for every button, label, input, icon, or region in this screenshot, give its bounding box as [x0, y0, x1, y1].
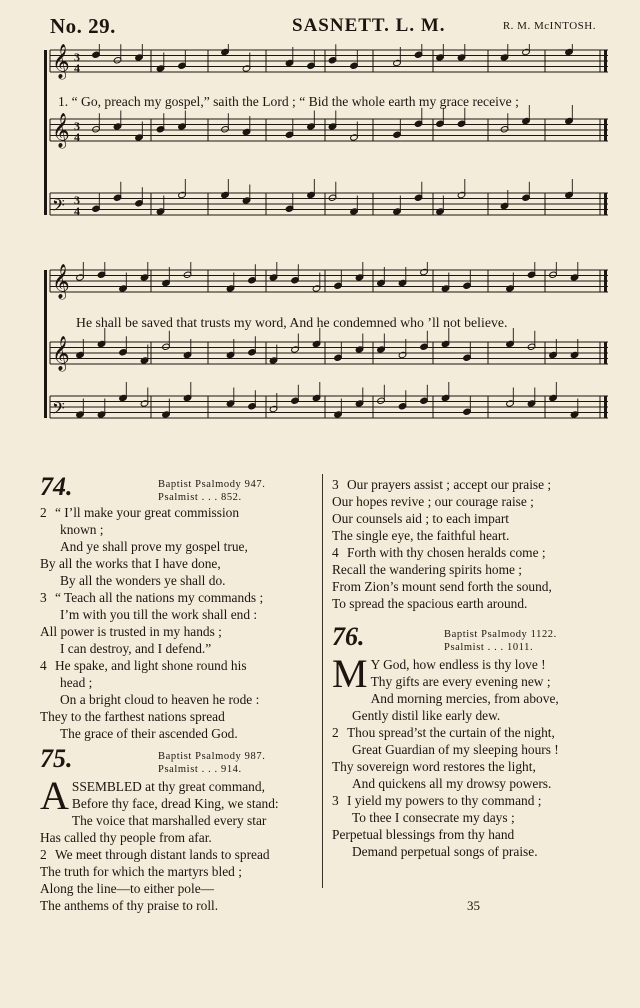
verse-line	[40, 880, 320, 897]
verse-line	[40, 795, 320, 812]
verse-text: Demand perpetual songs of praise.	[352, 844, 538, 859]
verse-number: 3	[332, 793, 339, 808]
source-book: Baptist Psalmody	[158, 751, 242, 762]
hymn-76-verses	[332, 651, 614, 860]
left-column	[40, 472, 320, 914]
verse-text: Along the line—to either pole—	[40, 881, 215, 896]
lyric-line-1: 1. “ Go, preach my gospel,” saith the Lord ; “ Bid the whole earth my grace receive ;	[58, 94, 519, 109]
verse-line	[40, 725, 320, 742]
final-bar-line	[604, 193, 607, 215]
verse-text: Thou spread’st the curtain of the night,	[347, 725, 555, 740]
hymn-source	[158, 750, 265, 776]
verse-text: The truth for which the martyrs bled ;	[40, 864, 242, 879]
verse-text: The grace of their ascended God.	[60, 726, 238, 741]
verse-line	[40, 606, 320, 623]
source-book: Psalmist . . .	[158, 764, 218, 775]
verse-line: SSEMBLED at thy great command,	[71, 779, 265, 794]
lyric-line-2: He shall be saved that trusts my word, And he condemned who ’ll not believe.	[76, 315, 508, 330]
verse-text: Forth with thy chosen heralds come ;	[347, 545, 546, 560]
verse-text: He spake, and light shone round his	[55, 658, 247, 673]
system-bracket	[44, 270, 47, 418]
source-page: 852.	[220, 492, 242, 503]
verse-line	[40, 589, 320, 606]
hymn-number: 75.	[40, 744, 73, 773]
verse-line	[332, 792, 614, 809]
verse-line	[332, 476, 614, 493]
verse-text: And quickens all my drowsy powers.	[352, 776, 552, 791]
verse-line	[40, 674, 320, 691]
verse-text: head ;	[60, 675, 93, 690]
source-book: Psalmist . . .	[444, 642, 504, 653]
tune-title: SASNETT. L. M.	[292, 15, 446, 36]
verse-number: 2	[40, 847, 47, 862]
verse-text: The single eye, the faithful heart.	[332, 528, 510, 543]
treble-clef-icon: 𝄞	[52, 44, 70, 79]
verse-line	[332, 510, 614, 527]
time-signature: 3	[74, 119, 80, 133]
verse-line	[332, 595, 614, 612]
verse-line	[40, 863, 320, 880]
verse-text: To thee I consecrate my days ;	[352, 810, 515, 825]
verse-line	[332, 809, 614, 826]
hymn-75-continued	[332, 476, 614, 612]
verse-line	[40, 521, 320, 538]
verse-text: By all the works that I have done,	[40, 556, 221, 571]
drop-cap: A	[40, 773, 69, 818]
verse-line	[332, 527, 614, 544]
source-page: 1122.	[530, 629, 557, 640]
time-signature: 3	[74, 193, 80, 207]
verse-text: Perpetual blessings from thy hand	[332, 827, 515, 842]
music-system-2	[40, 262, 612, 457]
verse-line	[40, 846, 320, 863]
verse-text: Gently distil like early dew.	[352, 708, 501, 723]
verse-number: 3	[40, 590, 47, 605]
verse-text: I yield my powers to thy command ;	[347, 793, 542, 808]
final-bar-line	[604, 119, 607, 141]
verse-number: 4	[332, 545, 339, 560]
verse-line	[332, 707, 614, 724]
verse-text: Our counsels aid ; to each impart	[332, 511, 510, 526]
source-page: 914.	[220, 764, 242, 775]
system-bracket	[44, 50, 47, 215]
verse-text: I can destroy, and I defend.”	[60, 641, 212, 656]
page-number: 35	[467, 898, 480, 913]
verse-line	[332, 561, 614, 578]
final-bar-line	[604, 50, 607, 72]
verse-line	[40, 572, 320, 589]
hymn-74-verses	[40, 504, 320, 742]
music-staves-2	[40, 262, 612, 457]
verse-line	[332, 578, 614, 595]
verse-line	[40, 555, 320, 572]
source-page: 987.	[244, 751, 266, 762]
verse-line	[332, 544, 614, 561]
verse-line	[332, 724, 614, 741]
verse-text: Has called thy people from afar.	[40, 830, 212, 845]
source-page: 1011.	[506, 642, 534, 653]
verse-line	[332, 741, 614, 758]
verse-number: 4	[40, 658, 47, 673]
page-header	[40, 14, 600, 38]
verse-text: To spread the spacious earth around.	[332, 596, 528, 611]
verse-line	[40, 829, 320, 846]
verse-line	[332, 673, 614, 690]
column-divider	[322, 474, 323, 888]
verse-number: 2	[40, 505, 47, 520]
time-signature: 4	[74, 204, 80, 218]
time-signature: 4	[74, 61, 80, 75]
hymn-source	[158, 478, 265, 504]
music-staves-1	[40, 44, 612, 239]
final-bar-line	[604, 270, 607, 292]
verse-line	[332, 775, 614, 792]
hymn-number: 74.	[40, 472, 73, 501]
verse-line	[40, 897, 320, 914]
verse-text: “ I’ll make your great commission	[55, 505, 240, 520]
composer-name: R. M. McINTOSH.	[502, 20, 596, 32]
verse-line	[332, 826, 614, 843]
hymn-76-header	[332, 622, 614, 656]
bass-clef-icon: 𝄢	[52, 195, 65, 219]
verse-line	[40, 623, 320, 640]
verse-line	[332, 493, 614, 510]
verse-text: We meet through distant lands to spread	[55, 847, 270, 862]
verse-text: By all the wonders ye shall do.	[60, 573, 226, 588]
verse-text: I’m with you till the work shall end :	[60, 607, 258, 622]
hymn-75-header	[40, 744, 320, 778]
verse-text: Great Guardian of my sleeping hours !	[352, 742, 559, 757]
verse-line	[40, 812, 320, 829]
right-column	[332, 476, 614, 860]
source-page: 947.	[244, 479, 266, 490]
music-system-1	[40, 44, 612, 239]
source-book: Psalmist . . .	[158, 492, 218, 503]
source-book: Baptist Psalmody	[444, 629, 528, 640]
verse-line	[332, 690, 614, 707]
verse-text: “ Teach all the nations my commands ;	[55, 590, 264, 605]
verse-text: Recall the wandering spirits home ;	[332, 562, 523, 577]
bass-clef-icon: 𝄢	[52, 398, 65, 422]
verse-text: They to the farthest nations spread	[40, 709, 225, 724]
verse-text: On a bright cloud to heaven he rode :	[60, 692, 260, 707]
verse-text: Thy gifts are every evening new ;	[370, 674, 551, 689]
hymn-74-header	[40, 472, 320, 514]
treble-clef-icon: 𝄞	[52, 336, 70, 371]
verse-line	[40, 538, 320, 555]
verse-text: All power is trusted in my hands ;	[40, 624, 222, 639]
verse-line	[40, 640, 320, 657]
verse-text: Our prayers assist ; accept our praise ;	[347, 477, 552, 492]
verse-line	[332, 843, 614, 860]
tune-number: No. 29.	[50, 14, 116, 38]
verse-text: From Zion’s mount send forth the sound,	[332, 579, 552, 594]
verse-line	[40, 708, 320, 725]
hymn-source	[444, 628, 557, 654]
final-bar-line	[604, 342, 607, 364]
treble-clef-icon: 𝄞	[52, 113, 70, 148]
final-bar-line	[604, 396, 607, 418]
source-book: Baptist Psalmody	[158, 479, 242, 490]
verse-text: Our hopes revive ; our courage raise ;	[332, 494, 534, 509]
verse-line: Y God, how endless is thy love !	[370, 657, 546, 672]
time-signature: 4	[74, 130, 80, 144]
verse-line	[40, 657, 320, 674]
verse-line	[332, 758, 614, 775]
time-signature: 3	[74, 50, 80, 64]
verse-text: And ye shall prove my gospel true,	[60, 539, 248, 554]
treble-clef-icon: 𝄞	[52, 264, 70, 299]
verse-text: known ;	[60, 522, 104, 537]
verse-text: Before thy face, dread King, we stand:	[71, 796, 279, 811]
verse-text: The anthems of thy praise to roll.	[40, 898, 219, 913]
drop-cap: M	[332, 651, 368, 696]
verse-text: And morning mercies, from above,	[370, 691, 559, 706]
verse-number: 3	[332, 477, 339, 492]
hymn-number: 76.	[332, 622, 365, 651]
verse-line	[40, 691, 320, 708]
verse-text: Thy sovereign word restores the light,	[332, 759, 536, 774]
verse-text: The voice that marshalled every star	[71, 813, 267, 828]
verse-number: 2	[332, 725, 339, 740]
hymn-75-verses	[40, 773, 320, 914]
